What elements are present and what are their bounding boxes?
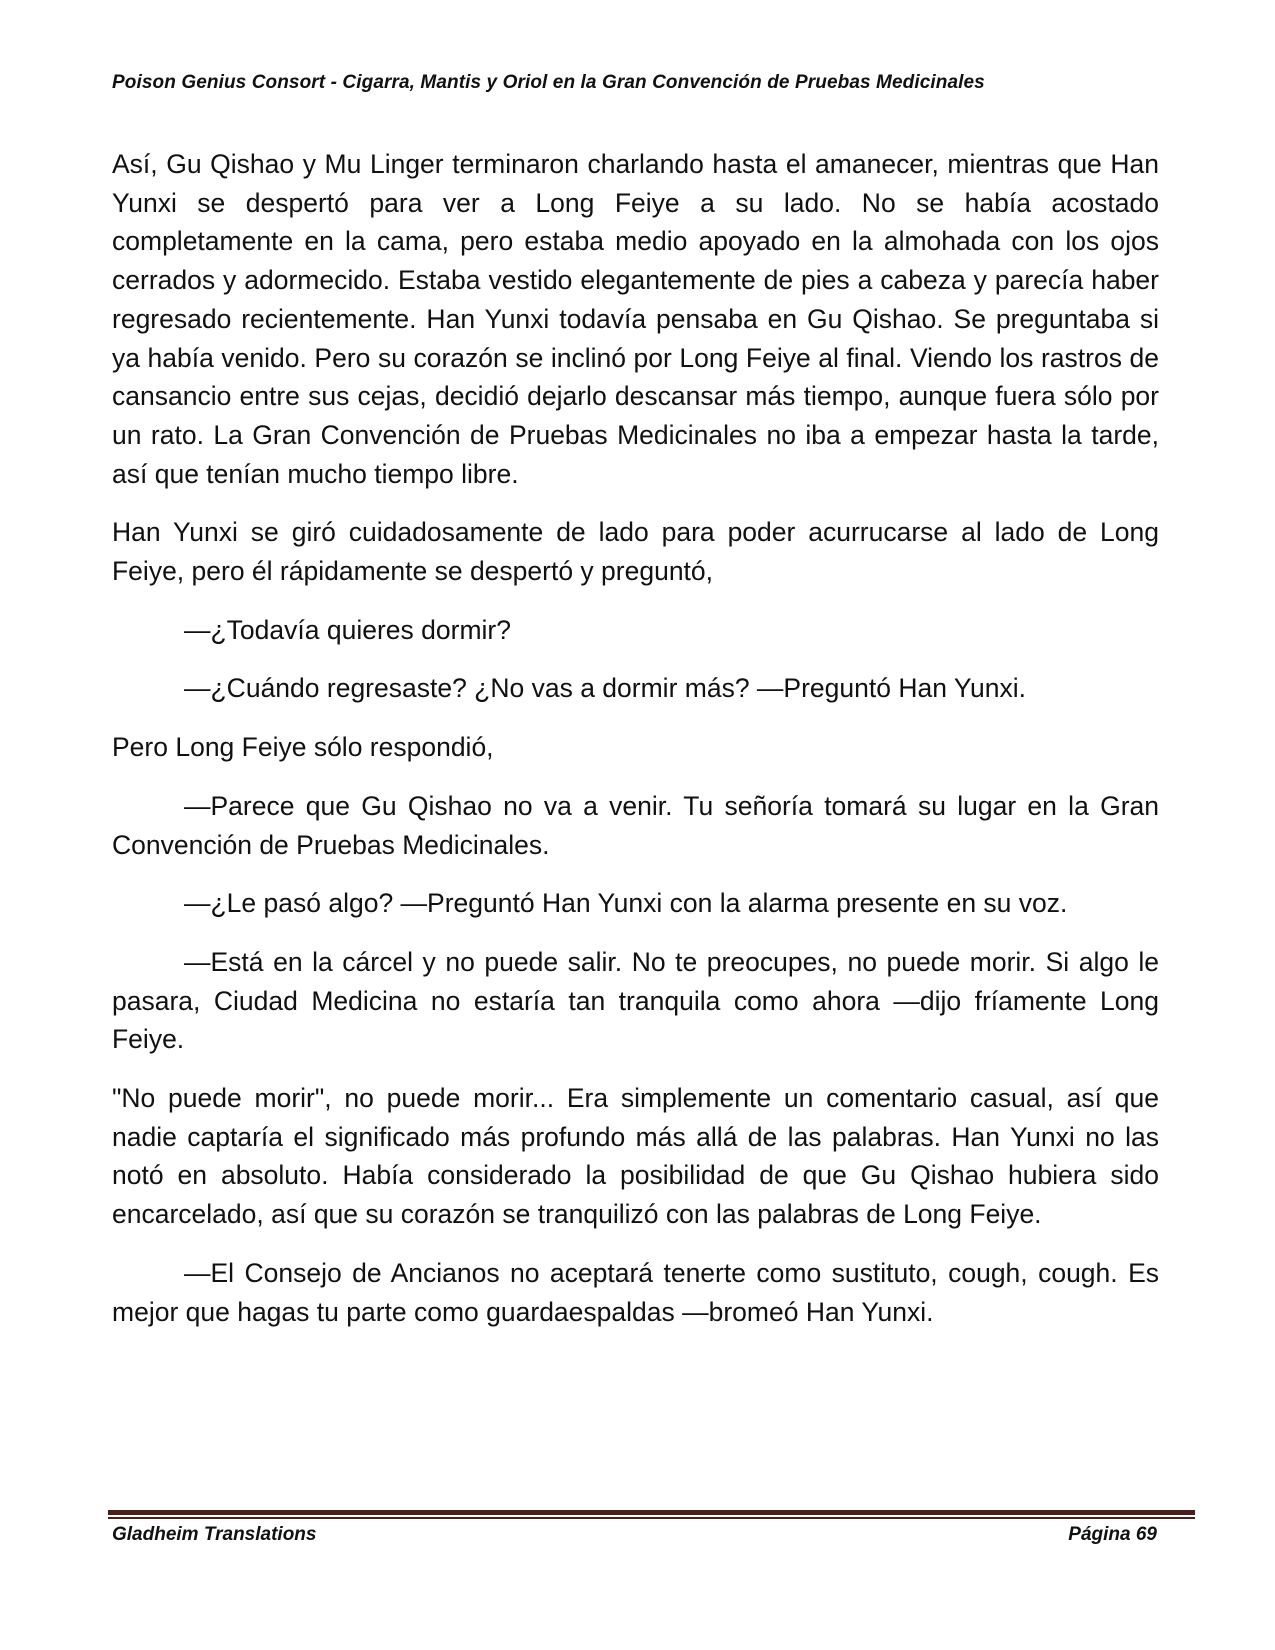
dialogue-paragraph: —Está en la cárcel y no puede salir. No te preocupes, no puede morir. Si algo le pasara, Ciudad Medicina no estaría tan tranquila como ahora —dijo fríamente Long Feiye. (112, 946, 1159, 1055)
paragraph: "No puede morir", no puede morir... Era simplemente un comentario casual, así que nadie captaría el significado más profundo más allá de las palabras. Han Yunxi no las notó en absoluto. Había considerado la posibilidad de que Gu Qishao hubiera sido encarcelado, así que su corazón se tranquilizó con las palabras de Long Feiye. (112, 1083, 1159, 1230)
running-header: Poison Genius Consort - Cigarra, Mantis y Oriol en la Gran Convención de Pruebas Medicinales (112, 72, 985, 93)
dialogue-paragraph: —El Consejo de Ancianos no aceptará tenerte como sustituto, cough, cough. Es mejor que hagas tu parte como guardaespaldas —bromeó Han Yunxi. (112, 1257, 1159, 1327)
dialogue-paragraph: —¿Cuándo regresaste? ¿No vas a dormir más? —Preguntó Han Yunxi. (184, 673, 1027, 704)
paragraph: Han Yunxi se giró cuidadosamente de lado para poder acurrucarse al lado de Long Feiye, pero él rápidamente se despertó y preguntó, (112, 517, 1159, 587)
paragraph: Pero Long Feiye sólo respondió, (112, 732, 494, 763)
footer-divider-thin (108, 1517, 1195, 1519)
footer-page-number: Página 69 (1068, 1524, 1157, 1545)
dialogue-paragraph: —Parece que Gu Qishao no va a venir. Tu señoría tomará su lugar en la Gran Convención de Pruebas Medicinales. (112, 790, 1159, 860)
dialogue-paragraph: —¿Todavía quieres dormir? (184, 614, 511, 645)
footer-divider-thick (108, 1510, 1195, 1515)
page-body (112, 145, 1159, 1351)
footer-publisher: Gladheim Translations (112, 1524, 317, 1545)
paragraph: Así, Gu Qishao y Mu Linger terminaron charlando hasta el amanecer, mientras que Han Yunxi se despertó para ver a Long Feiye a su lado. No se había acostado completamente en la cama, pero estaba medio apoyado en la almohada con los ojos cerrados y adormecido. Estaba vestido elegantemente de pies a cabeza y parecía haber regresado recientemente. Han Yunxi todavía pensaba en Gu Qishao. Se preguntaba si ya había venido. Pero su corazón se inclinó por Long Feiye al final. Viendo los rastros de cansancio entre sus cejas, decidió dejarlo descansar más tiempo, aunque fuera sólo por un rato. La Gran Convención de Pruebas Medicinales no iba a empezar hasta la tarde, así que tenían mucho tiempo libre. (112, 149, 1159, 489)
dialogue-paragraph: —¿Le pasó algo? —Preguntó Han Yunxi con la alarma presente en su voz. (184, 888, 1068, 919)
footer-divider (108, 1510, 1195, 1520)
